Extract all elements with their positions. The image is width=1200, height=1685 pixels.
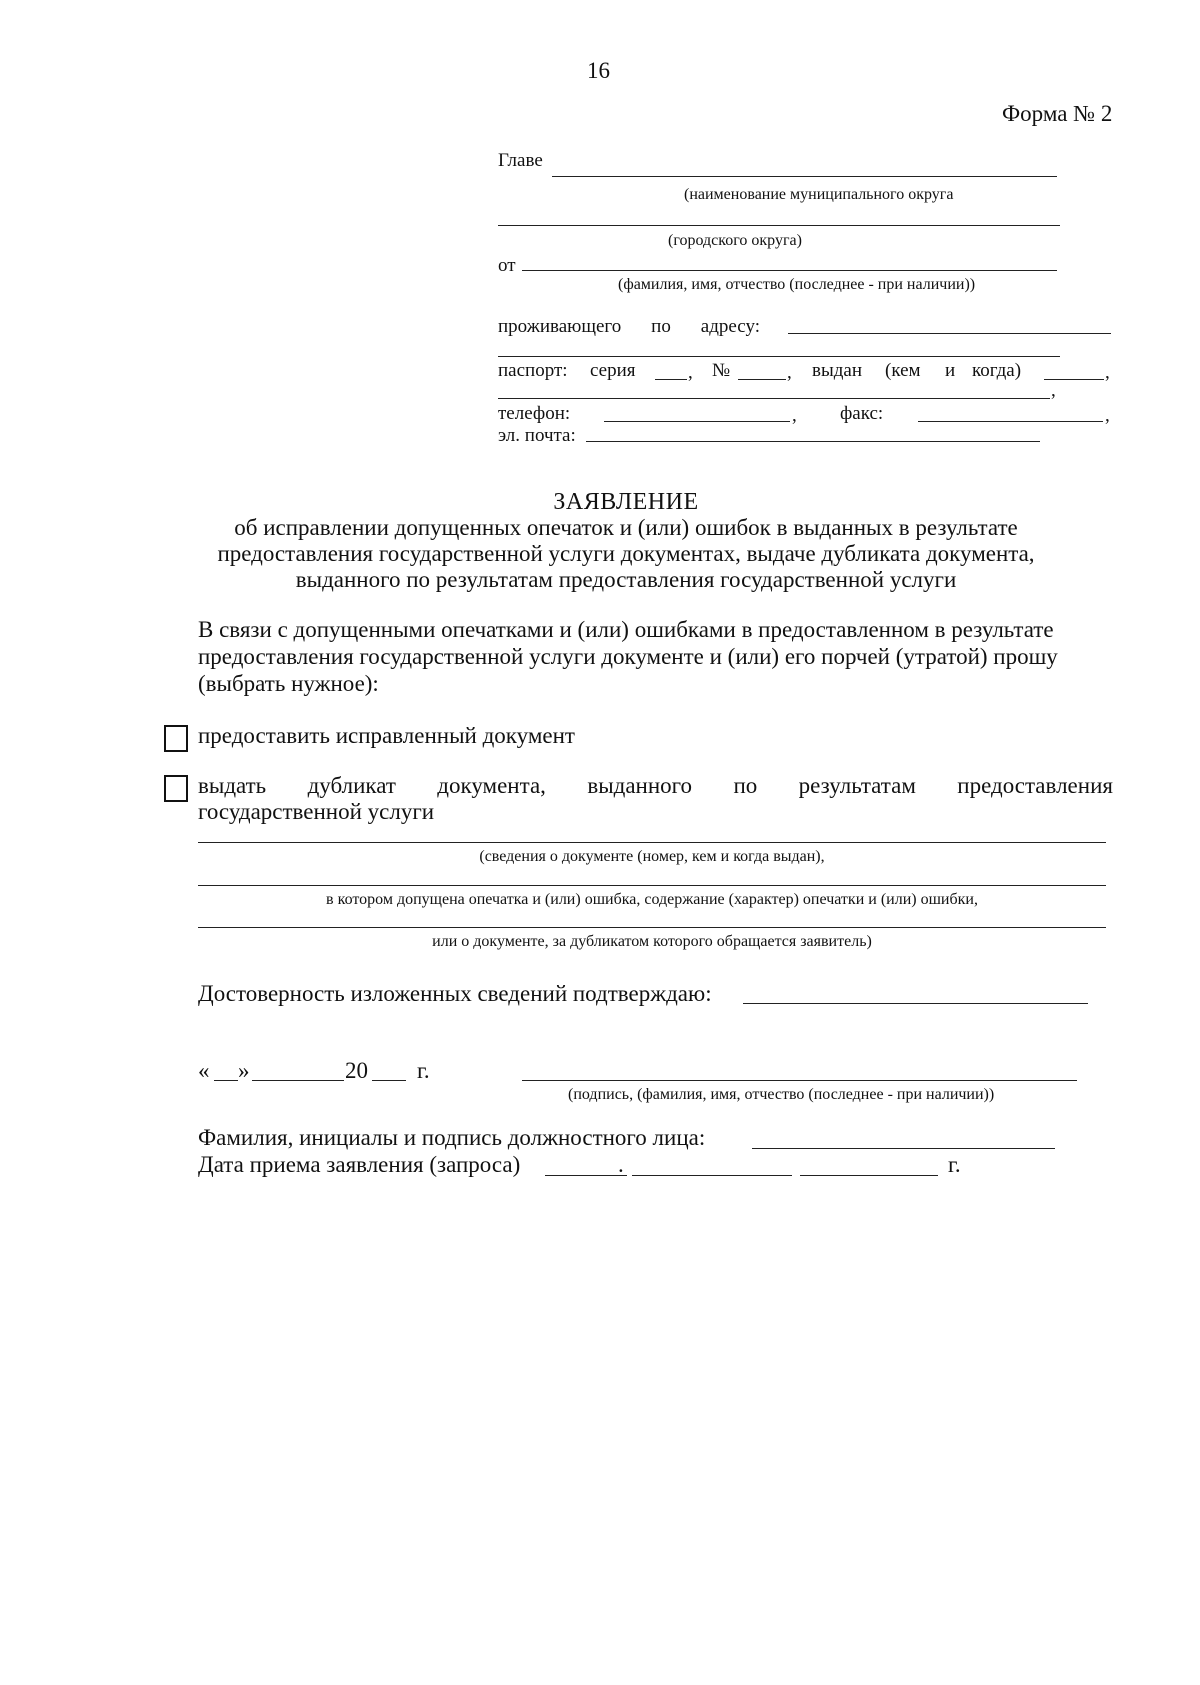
date-day-field[interactable]: [214, 1080, 238, 1081]
to-field[interactable]: [552, 176, 1057, 177]
fax-label: факс:: [840, 403, 884, 424]
page-number: 16: [587, 58, 610, 83]
option-duplicate-word: дубликат: [307, 773, 396, 798]
phone-field[interactable]: [604, 421, 790, 422]
option-corrected-label: предоставить исправленный документ: [198, 723, 575, 748]
passport-series-label: серия: [590, 360, 636, 381]
document-info-hint-3: или о документе, за дубликатом которого обращается заявитель): [432, 933, 872, 950]
receipt-day-field[interactable]: [545, 1175, 627, 1176]
passport-comma: ,: [1105, 362, 1110, 383]
passport-line2-comma: ,: [1051, 380, 1056, 401]
from-hint: (фамилия, имя, отчество (последнее - при наличии)): [618, 276, 976, 293]
intro-line: предоставления государственной услуги документе и (или) его порчей (утратой) прошу: [198, 644, 1058, 669]
passport-field-2[interactable]: [498, 398, 1050, 399]
address-word: адресу:: [700, 316, 760, 337]
option-duplicate-checkbox[interactable]: [164, 775, 188, 802]
document-info-hint-2: в котором допущена опечатка и (или) ошибка, содержание (характер) опечатки и (или) ошибки,: [326, 891, 978, 908]
signature-field[interactable]: [522, 1080, 1077, 1081]
document-info-field-3[interactable]: [198, 927, 1106, 928]
email-label: эл. почта:: [498, 425, 576, 446]
address-word: по: [651, 316, 671, 337]
official-field[interactable]: [752, 1148, 1055, 1149]
address-field[interactable]: [788, 333, 1111, 334]
date-open-quote: «: [198, 1058, 210, 1083]
signature-hint: (подпись, (фамилия, имя, отчество (последнее - при наличии)): [568, 1086, 995, 1103]
date-close-quote: »: [238, 1058, 250, 1083]
receipt-month-field[interactable]: [632, 1175, 792, 1176]
passport-label: паспорт:: [498, 360, 568, 381]
address-field-2[interactable]: [498, 356, 1060, 357]
receipt-date-label: Дата приема заявления (запроса): [198, 1152, 521, 1177]
option-duplicate-word: предоставления: [957, 773, 1113, 798]
date-year-field[interactable]: [372, 1080, 406, 1081]
title-line: об исправлении допущенных опечаток и (или) ошибок в выданных в результате: [234, 515, 1018, 540]
document-info-hint-1: (сведения о документе (номер, кем и когда выдан),: [479, 848, 825, 865]
date-month-field[interactable]: [252, 1080, 344, 1081]
confirm-text: Достоверность изложенных сведений подтверждаю:: [198, 981, 712, 1006]
to-hint-2: (городского округа): [668, 232, 802, 249]
confirm-field[interactable]: [743, 1003, 1088, 1004]
passport-and-label: и: [945, 360, 956, 381]
passport-number-field[interactable]: [738, 379, 786, 380]
email-field[interactable]: [586, 441, 1040, 442]
passport-series-field[interactable]: [655, 379, 687, 380]
document-info-field-2[interactable]: [198, 885, 1106, 886]
date-year-suffix: г.: [417, 1058, 430, 1083]
option-duplicate-word: документа,: [437, 773, 546, 798]
form-number: Форма № 2: [1002, 101, 1113, 126]
receipt-year-field[interactable]: [800, 1175, 938, 1176]
from-field[interactable]: [522, 270, 1057, 271]
option-duplicate-label-line2: государственной услуги: [198, 799, 435, 824]
title-line: предоставления государственной услуги документах, выдаче дубликата документа,: [217, 541, 1035, 566]
to-field-2[interactable]: [498, 225, 1060, 226]
document-info-field-1[interactable]: [198, 842, 1106, 843]
option-duplicate-word: выданного: [587, 773, 693, 798]
from-label: от: [498, 255, 516, 276]
passport-issued-label: выдан: [812, 360, 863, 381]
fax-comma: ,: [1105, 405, 1110, 426]
title-main: ЗАЯВЛЕНИЕ: [553, 489, 699, 515]
passport-by-label: (кем: [885, 360, 921, 381]
date-year-prefix: 20: [345, 1058, 368, 1083]
passport-when-label: когда): [972, 360, 1022, 381]
passport-number-label: №: [712, 360, 731, 381]
receipt-dot: .: [618, 1152, 624, 1177]
intro-line: (выбрать нужное):: [198, 671, 379, 696]
passport-comma: ,: [787, 362, 792, 383]
option-corrected-checkbox[interactable]: [164, 725, 188, 752]
phone-comma: ,: [792, 405, 797, 426]
address-word: проживающего: [498, 316, 622, 337]
official-label: Фамилия, инициалы и подпись должностного лица:: [198, 1125, 706, 1150]
phone-label: телефон:: [498, 403, 571, 424]
option-duplicate-word: результатам: [798, 773, 916, 798]
option-duplicate-word: по: [733, 773, 758, 798]
option-duplicate-word: выдать: [198, 773, 267, 798]
address-label: [498, 316, 760, 338]
receipt-year-suffix: г.: [948, 1152, 961, 1177]
to-label: Главе: [498, 150, 543, 171]
to-hint-1: (наименование муниципального округа: [684, 186, 954, 203]
fax-field[interactable]: [918, 421, 1103, 422]
title-line: выданного по результатам предоставления государственной услуги: [295, 567, 957, 592]
intro-line: В связи с допущенными опечатками и (или) ошибками в предоставленном в результате: [198, 617, 1054, 642]
option-duplicate-label: [198, 773, 1113, 799]
passport-comma: ,: [688, 362, 693, 383]
